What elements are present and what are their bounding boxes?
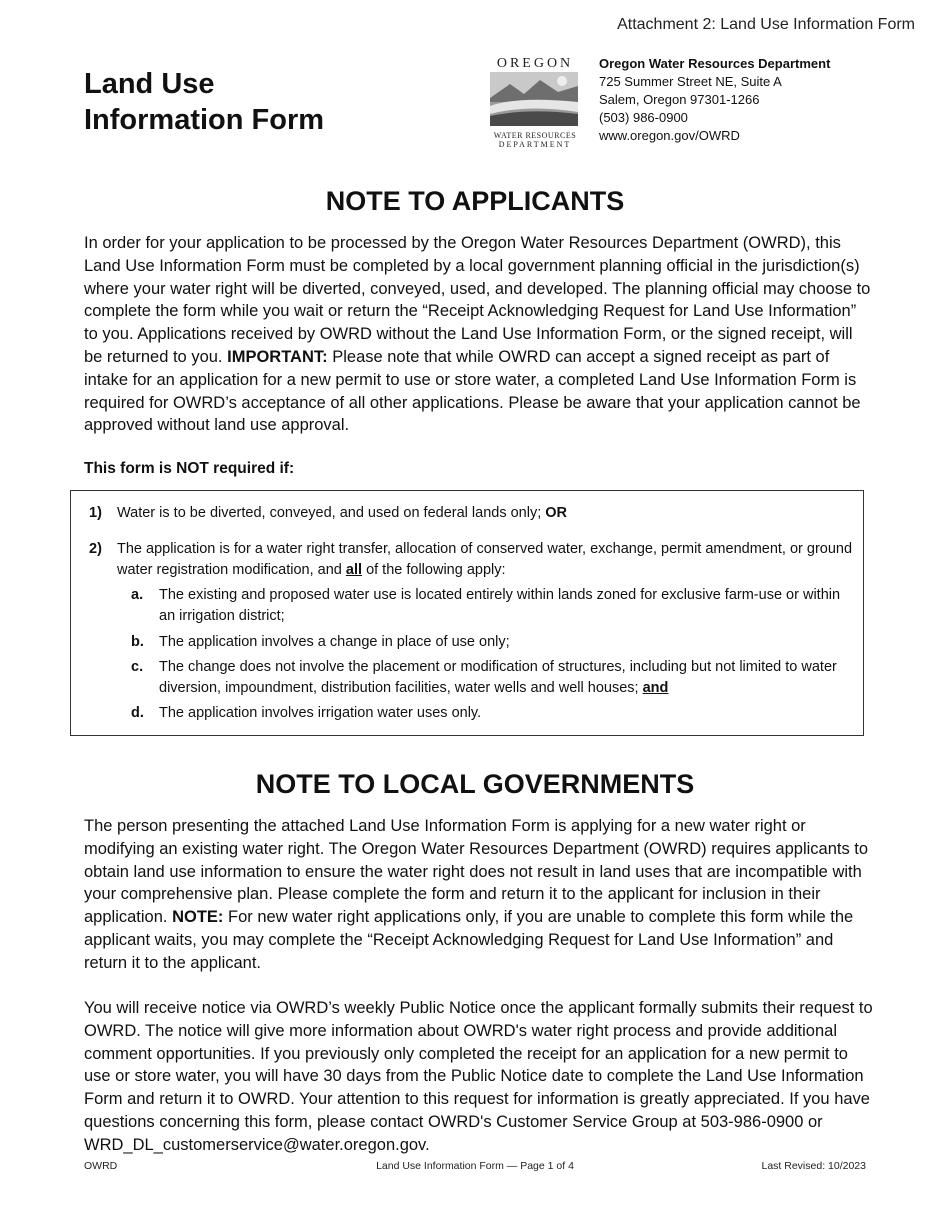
condition-2-text-a: The application is for a water right transfer, allocation of conserved water, exchange, permit amendment, or ground water registration modification, and xyxy=(117,541,853,578)
condition-item-2 xyxy=(89,539,855,581)
owrd-logo xyxy=(488,56,582,149)
landscape-logo-icon xyxy=(488,72,582,126)
logo-subtitle-1: WATER RESOURCES xyxy=(493,131,577,140)
agency-street: 725 Summer Street NE, Suite A xyxy=(599,74,782,89)
title-line-2: Information Form xyxy=(84,104,325,136)
condition-1-text: Water is to be diverted, conveyed, and used on federal lands only; xyxy=(117,505,542,521)
local-paragraph-1 xyxy=(84,815,874,975)
sub-item-c-and: and xyxy=(642,680,669,696)
sub-item-b-letter: b. xyxy=(131,634,144,650)
logo-word: OREGON xyxy=(496,56,574,71)
not-required-heading: This form is NOT required if: xyxy=(84,460,295,477)
condition-2-number: 2) xyxy=(89,541,102,557)
footer-revised-date: Last Revised: 10/2023 xyxy=(761,1160,866,1172)
applicants-paragraph xyxy=(84,232,874,437)
sub-item-a xyxy=(131,585,857,627)
local-text-a: The person presenting the attached Land Use Information Form is applying for a new water right or modifying an existing water right. The Oregon Water Resources Department (OWRD) requires applicants to obtain land use information to ensure the water right does not result in land uses that are incompatible with your comprehensive plan. Please complete the form and return it to the applicant for inclusion in their application. xyxy=(84,817,869,927)
sub-item-b xyxy=(131,632,857,653)
condition-2-text-b: of the following apply: xyxy=(366,562,506,578)
sub-item-d xyxy=(131,703,857,724)
sub-item-b-text: The application involves a change in place of use only; xyxy=(159,634,510,650)
agency-phone: (503) 986-0900 xyxy=(599,110,688,125)
document-title xyxy=(84,66,324,138)
sub-item-d-letter: d. xyxy=(131,705,144,721)
condition-1-number: 1) xyxy=(89,505,102,521)
logo-subtitle-2: DEPARTMENT xyxy=(498,140,572,149)
footer-left: OWRD xyxy=(84,1160,118,1172)
sub-item-c xyxy=(131,657,857,699)
sub-item-a-letter: a. xyxy=(131,587,144,603)
condition-1-or: OR xyxy=(545,505,568,521)
condition-item-1 xyxy=(89,503,847,524)
sub-item-d-text: The application involves irrigation water uses only. xyxy=(159,705,482,721)
sub-item-c-text: The change does not involve the placement or modification of structures, including but not limited to water diversion, impoundment, distribution facilities, water wells and well houses; xyxy=(159,659,837,696)
agency-name: Oregon Water Resources Department xyxy=(599,56,831,71)
applicants-text-a: In order for your application to be processed by the Oregon Water Resources Department (OWRD), this Land Use Information Form must be completed by a local government planning official in the jurisdiction(s) where your water right will be diverted, conveyed, used, and developed. The planning official may choose to complete the form while you wait or return the “Receipt Acknowledging Request for Land Use Information” to you. Applications received by OWRD without the Land Use Information Form, or the signed receipt, will be returned to you. xyxy=(84,234,871,366)
agency-website: www.oregon.gov/OWRD xyxy=(599,128,740,143)
local-paragraph-2: You will receive notice via OWRD’s weekly Public Notice once the applicant formally submits their request to OWRD. The notice will give more information about OWRD's water right process and provide additional comment opportunities. If you previously only completed the receipt for an application for a new permit to use or store water, you will have 30 days from the Public Notice date to complete the Land Use Information Form and return it to OWRD. Your attention to this request for information is greatly appreciated. If you have questions concerning this form, please contact OWRD's Customer Service Group at 503-986-0900 or WRD_DL_customerservice@water.oregon.gov. xyxy=(84,999,873,1154)
local-text-b: For new water right applications only, if you are unable to complete this form while the applicant waits, you may complete the “Receipt Acknowledging Request for Land Use Information” and return it to the applicant. xyxy=(84,908,854,972)
attachment-label: Attachment 2: Land Use Information Form xyxy=(617,16,915,33)
condition-2-all: all xyxy=(345,562,363,578)
agency-contact xyxy=(599,55,830,145)
agency-city: Salem, Oregon 97301-1266 xyxy=(599,92,760,107)
applicants-heading: NOTE TO APPLICANTS xyxy=(325,186,625,216)
sub-item-a-text: The existing and proposed water use is located entirely within lands zoned for exclusive farm-use or within an irrigation district; xyxy=(159,587,841,624)
applicants-text-b: Please note that while OWRD can accept a signed receipt as part of intake for an application for a new permit to use or store water, a completed Land Use Information Form is required for OWRD’s acceptance of all other applications. Please be aware that your application cannot be approved without land use approval. xyxy=(84,347,861,435)
local-governments-heading: NOTE TO LOCAL GOVERNMENTS xyxy=(255,769,695,799)
footer-page-number: Land Use Information Form — Page 1 of 4 xyxy=(376,1160,574,1172)
conditions-box xyxy=(70,490,864,736)
note-label: NOTE: xyxy=(172,908,224,927)
important-label: IMPORTANT: xyxy=(227,347,328,366)
title-line-1: Land Use xyxy=(84,68,215,100)
sub-item-c-letter: c. xyxy=(131,659,144,675)
